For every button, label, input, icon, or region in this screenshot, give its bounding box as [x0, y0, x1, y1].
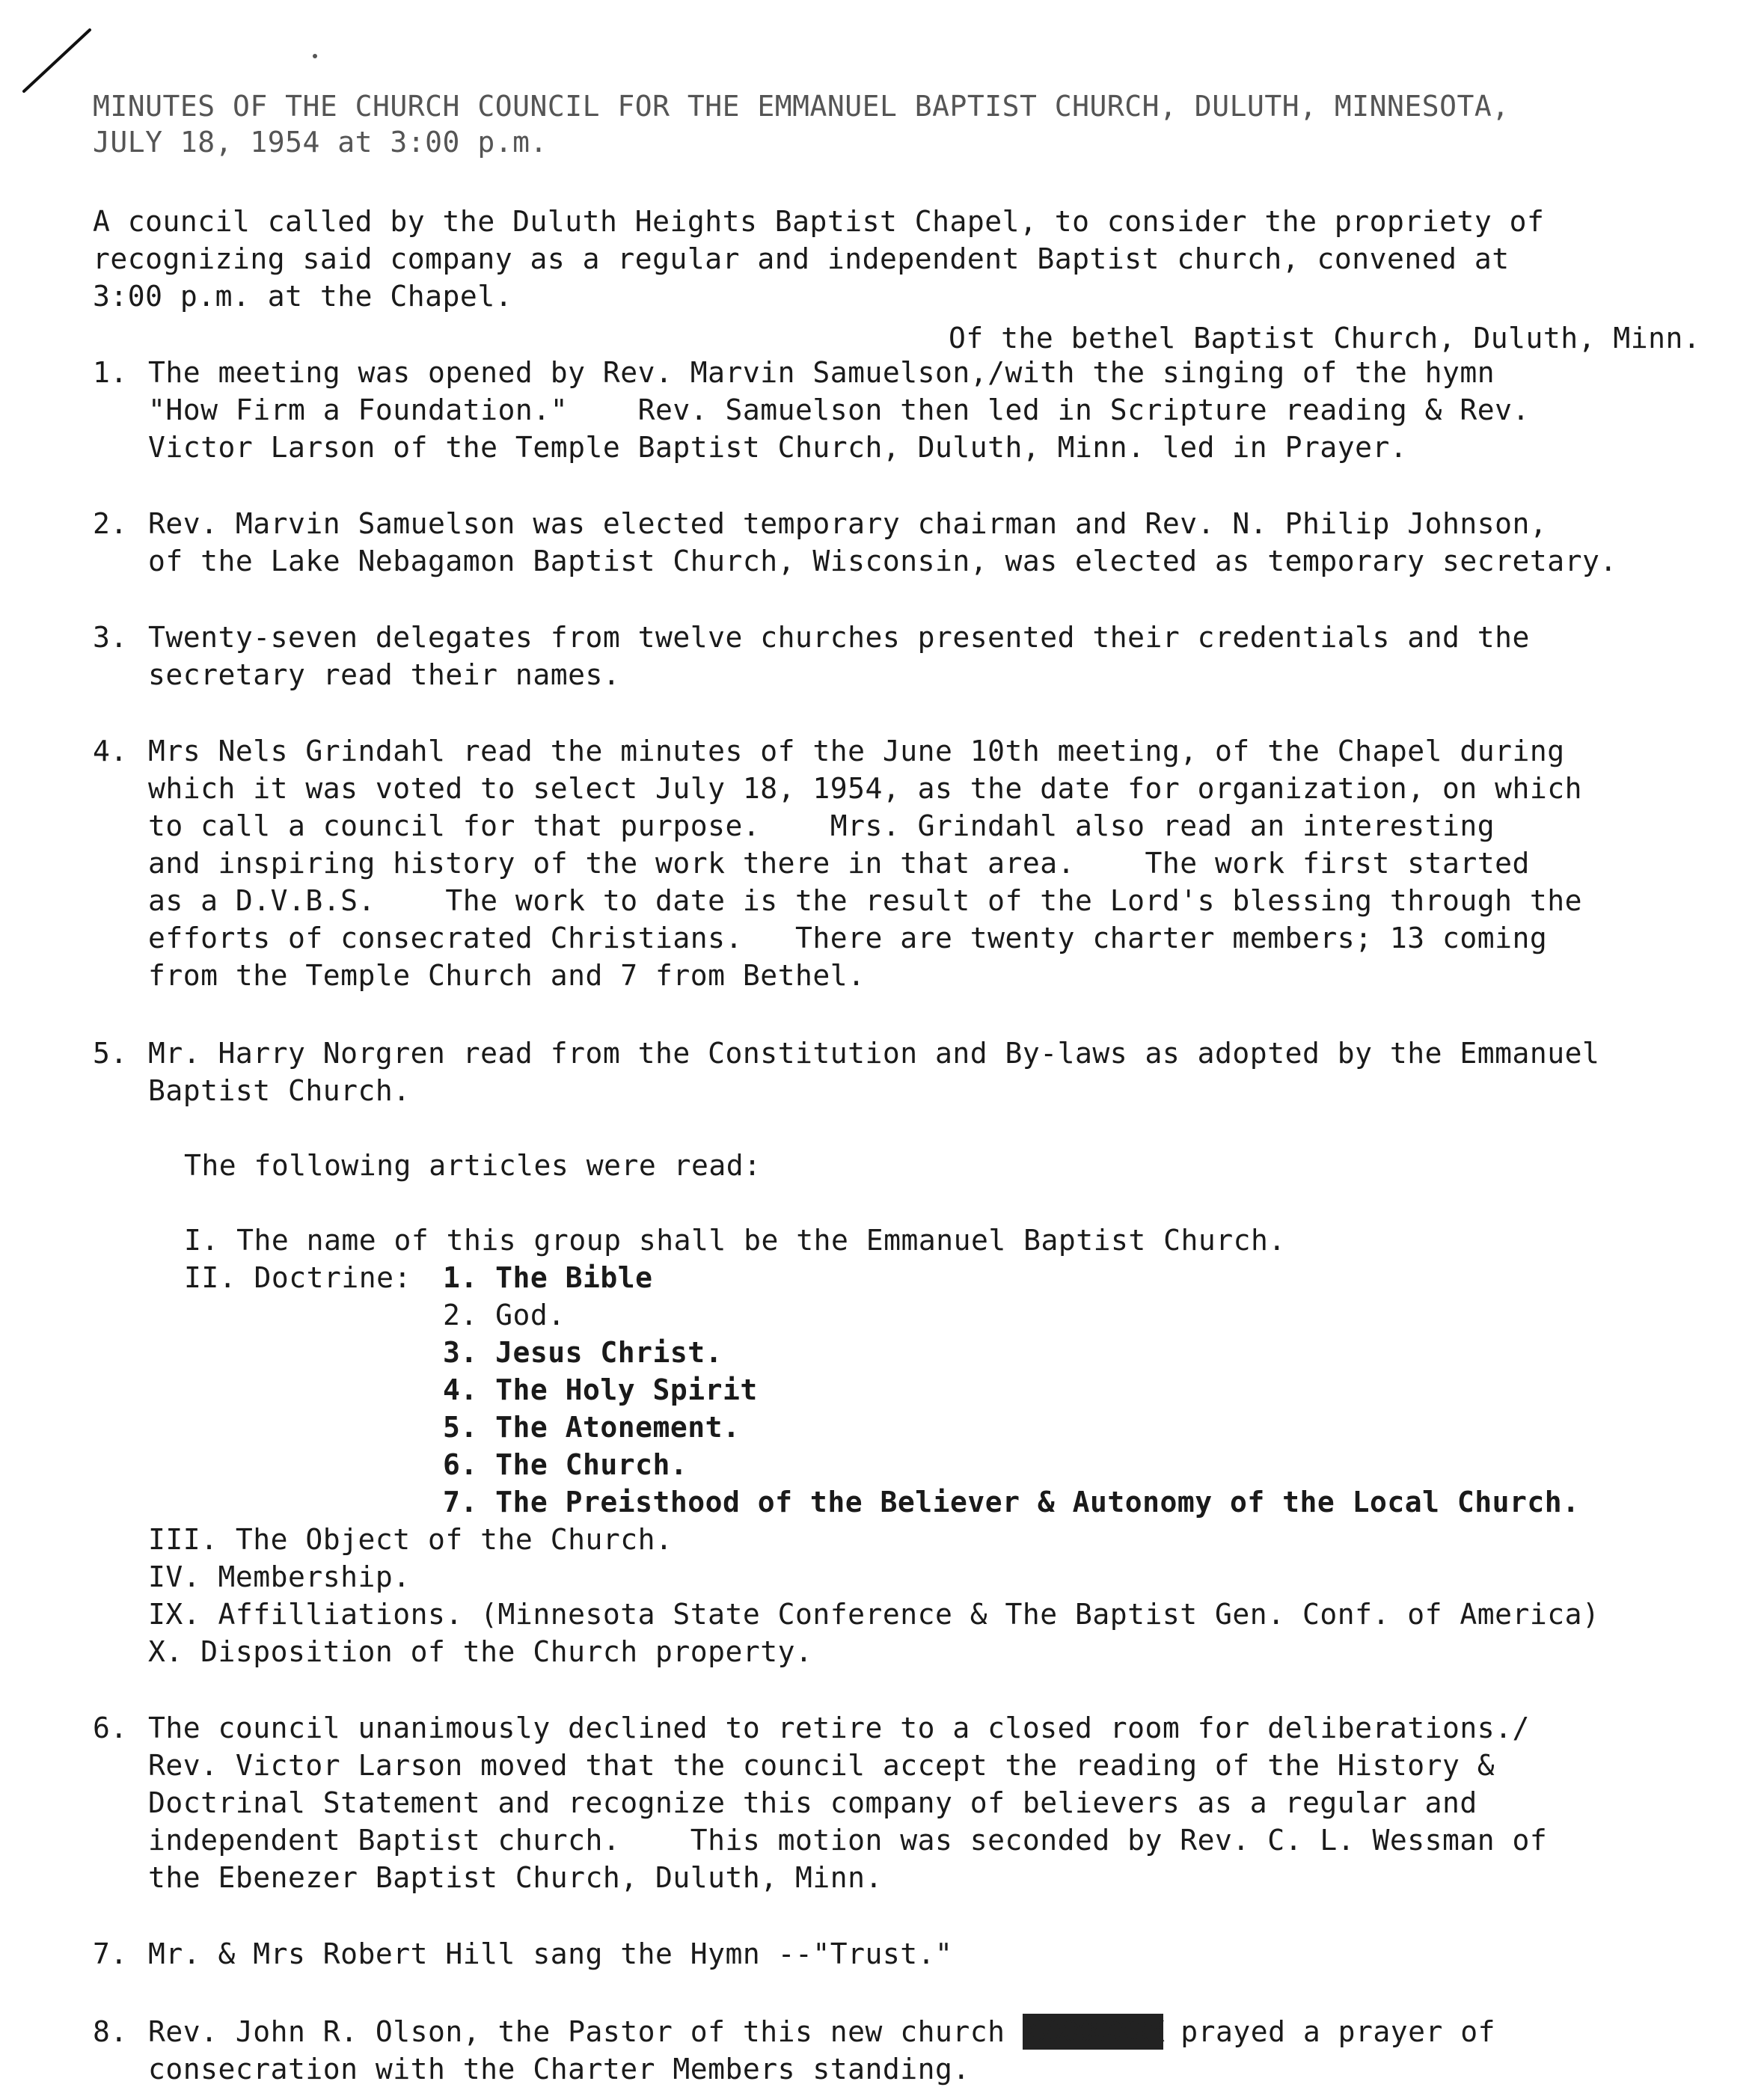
item-line: from the Temple Church and 7 from Bethel. — [148, 959, 866, 992]
item-line: which it was voted to select July 18, 1954, as the date for organization, on which — [148, 772, 1582, 805]
doctrine-item: 6. The Church. — [443, 1448, 688, 1481]
item-line: Rev. Marvin Samuelson was elected temporary chairman and Rev. N. Philip Johnson, — [148, 507, 1548, 540]
inserted-text-line: Of the bethel Baptist Church, Duluth, Minn. — [949, 322, 1701, 355]
item-line: secretary read their names. — [148, 658, 621, 691]
item-line: Twenty-seven delegates from twelve churches presented their credentials and the — [148, 621, 1530, 654]
item-line: efforts of consecrated Christians. There are twenty charter members; 13 coming — [148, 922, 1548, 954]
intro-line: A council called by the Duluth Heights Baptist Chapel, to consider the propriety of — [93, 205, 1545, 238]
item-line: Mr. Harry Norgren read from the Constitution and By-laws as adopted by the Emmanuel — [148, 1037, 1600, 1070]
item-line: Mrs Nels Grindahl read the minutes of the June 10th meeting, of the Chapel during — [148, 735, 1565, 767]
doctrine-item: 4. The Holy Spirit — [443, 1373, 758, 1406]
item-line: The council unanimously declined to retire to a closed room for deliberations./ — [148, 1712, 1530, 1744]
document-heading-line2: JULY 18, 1954 at 3:00 p.m. — [93, 126, 548, 159]
item-line: of the Lake Nebagamon Baptist Church, Wisconsin, was elected as temporary secretary. — [148, 545, 1617, 577]
item-line-part: prayed a prayer of — [1180, 2015, 1496, 2048]
item-line: and inspiring history of the work there in that area. The work first started — [148, 847, 1530, 880]
item-number: 2. — [93, 507, 128, 540]
item-line: Rev. Victor Larson moved that the council accept the reading of the History & — [148, 1749, 1495, 1782]
item-number: 3. — [93, 621, 128, 654]
item-number: 7. — [93, 1937, 128, 1970]
doctrine-item: 5. The Atonement. — [443, 1411, 741, 1444]
doctrine-item: 1. The Bible — [443, 1261, 653, 1294]
document-heading-line1: MINUTES OF THE CHURCH COUNCIL FOR THE EMMANUEL BAPTIST CHURCH, DULUTH, MINNESOTA, — [93, 90, 1510, 123]
item-line: to call a council for that purpose. Mrs. Grindahl also read an interesting — [148, 809, 1495, 842]
article-label: II. Doctrine: — [184, 1261, 411, 1294]
articles-intro: The following articles were read: — [184, 1149, 762, 1182]
intro-line: 3:00 p.m. at the Chapel. — [93, 280, 513, 313]
article-line: IX. Affilliations. (Minnesota State Conference & The Baptist Gen. Conf. of America) — [148, 1598, 1600, 1631]
item-line: consecration with the Charter Members standing. — [148, 2053, 970, 2086]
item-line: The meeting was opened by Rev. Marvin Samuelson,/with the singing of the hymn — [148, 356, 1495, 389]
item-line: Victor Larson of the Temple Baptist Church, Duluth, Minn. led in Prayer. — [148, 431, 1408, 464]
doctrine-item: 7. The Preisthood of the Believer & Autonomy of the Local Church. — [443, 1486, 1580, 1519]
item-line: Mr. & Mrs Robert Hill sang the Hymn --"Trust." — [148, 1937, 953, 1970]
article-line: I. The name of this group shall be the Emmanuel Baptist Church. — [184, 1224, 1286, 1257]
item-line: independent Baptist church. This motion was seconded by Rev. C. L. Wessman of — [148, 1824, 1548, 1857]
item-line: as a D.V.B.S. The work to date is the result of the Lord's blessing through the — [148, 884, 1582, 917]
struck-out-text: XXXXXXXXX — [1022, 2015, 1163, 2048]
item-number: 5. — [93, 1037, 128, 1070]
item-line: "How Firm a Foundation." Rev. Samuelson then led in Scripture reading & Rev. — [148, 393, 1530, 426]
article-line: X. Disposition of the Church property. — [148, 1635, 813, 1668]
item-line: Baptist Church. — [148, 1074, 411, 1107]
doctrine-item: 3. Jesus Christ. — [443, 1336, 723, 1369]
item-number: 1. — [93, 356, 128, 389]
item-number: 8. — [93, 2015, 128, 2048]
item-line: Doctrinal Statement and recognize this company of believers as a regular and — [148, 1786, 1477, 1819]
item-line-part: Rev. John R. Olson, the Pastor of this new church — [148, 2015, 1005, 2048]
doctrine-item: 2. God. — [443, 1299, 566, 1332]
intro-line: recognizing said company as a regular and independent Baptist church, convened at — [93, 242, 1510, 275]
item-line: the Ebenezer Baptist Church, Duluth, Minn. — [148, 1861, 883, 1894]
article-line: III. The Object of the Church. — [148, 1523, 673, 1556]
article-line: IV. Membership. — [148, 1560, 411, 1593]
handwritten-slash-mark — [21, 27, 96, 94]
item-line — [148, 2014, 1495, 2050]
item-number: 6. — [93, 1712, 128, 1744]
stray-ink-dot — [313, 54, 317, 58]
item-number: 4. — [93, 735, 128, 767]
